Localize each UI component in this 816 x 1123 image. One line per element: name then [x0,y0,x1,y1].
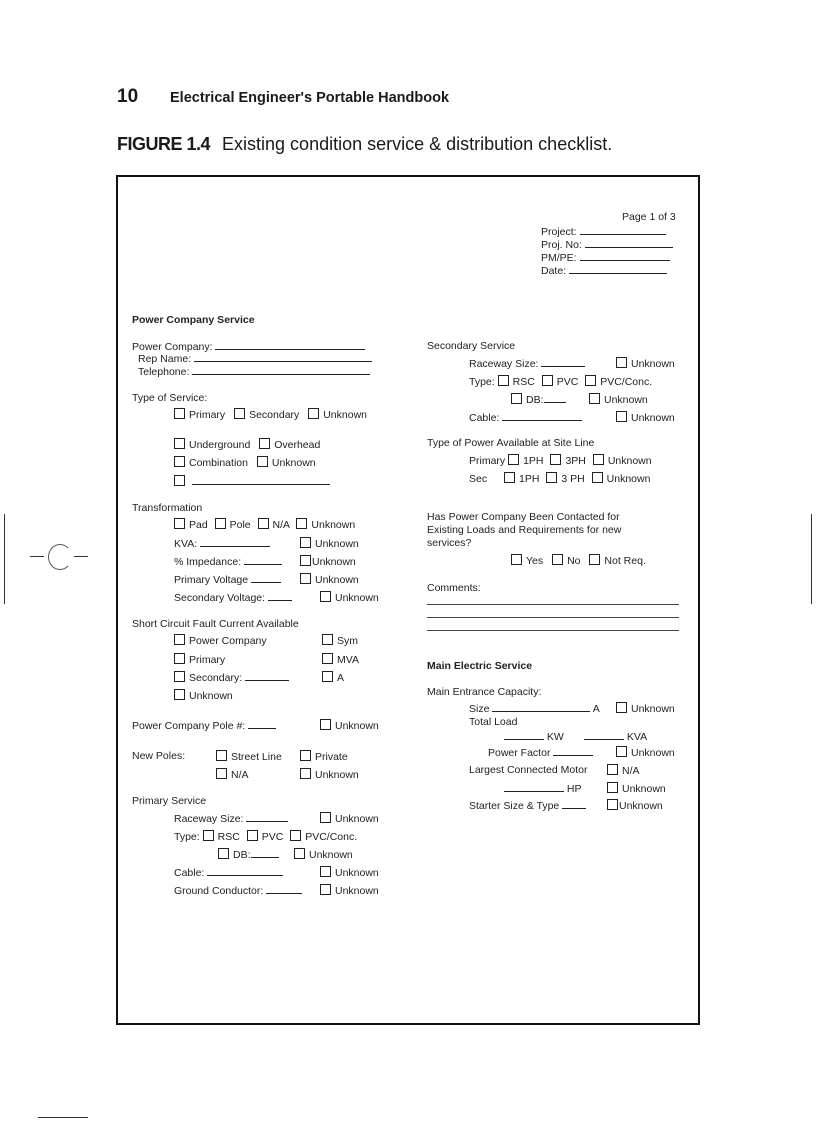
unknown-checkbox[interactable] [607,782,618,793]
page-info: Page 1 of 3 [622,211,676,223]
primary-checkbox[interactable] [174,408,185,419]
type-label: Type: [174,831,200,843]
date-field[interactable] [541,264,667,277]
ps-cable-unknown [320,866,379,879]
unknown-checkbox[interactable] [589,393,600,404]
3ph-option: 3 PH [561,473,585,485]
short-circuit-title: Short Circuit Fault Current Available [132,618,299,630]
unknown-checkbox[interactable] [320,884,331,895]
type-label: Type: [469,376,495,388]
pvc-checkbox[interactable] [542,375,553,386]
power-primary-options [469,454,652,467]
new-poles-unknown [300,768,359,781]
pvc-option: PVC [261,831,284,843]
cable-label: Cable: [469,412,500,424]
figure-caption-text: Existing condition service & distribution checklist. [222,134,613,154]
cable-label: Cable: [174,867,205,879]
telephone-field[interactable] [138,365,370,378]
combination-checkbox[interactable] [174,456,185,467]
unknown-option: Unknown [189,690,233,702]
unknown-checkbox[interactable] [174,689,185,700]
unknown-checkbox[interactable] [296,518,307,529]
unknown-option: Unknown [335,885,379,897]
secondary-option: Secondary: [189,672,243,684]
starter-size-label: Starter Size & Type [469,800,560,812]
1ph-option: 1PH [519,473,540,485]
ps-db-unknown [294,848,353,861]
secondary-option: Secondary [249,409,300,421]
primary-option: Primary [189,654,226,666]
amps-checkbox[interactable] [322,671,333,682]
crop-mark [38,1117,88,1118]
pvc-option: PVC [556,376,579,388]
db-checkbox[interactable] [218,848,229,859]
kw-label: KW [546,731,564,743]
private-checkbox[interactable] [300,750,311,761]
unknown-option: Unknown [315,574,359,586]
private-option [300,750,348,763]
unknown-checkbox[interactable] [616,702,627,713]
sc-primary [174,653,225,666]
unknown-checkbox[interactable] [300,555,311,566]
power-company-service-title: Power Company Service [132,314,255,326]
pvc-conc-option: PVC/Conc. [305,831,358,843]
page-number: 10 [117,86,139,107]
kva-label: KVA: [174,538,198,550]
ss-cable-unknown [616,411,675,424]
underground-checkbox[interactable] [174,438,185,449]
unknown-option: Unknown [335,867,379,879]
main-entrance-capacity-label: Main Entrance Capacity: [427,686,542,698]
impedance-field[interactable] [174,555,282,568]
date-label: Date: [541,265,567,277]
yes-option: Yes [526,555,544,567]
proj-no-label: Proj. No: [541,239,582,251]
1ph-option: 1PH [523,455,544,467]
street-line-checkbox[interactable] [216,750,227,761]
power-company-label: Power Company: [132,341,213,353]
na-checkbox[interactable] [258,518,269,529]
no-option: No [567,555,581,567]
unknown-option: Unknown [606,473,651,485]
raceway-size-label: Raceway Size: [469,358,539,370]
unknown-option: Unknown [335,592,379,604]
secondary-service-title: Secondary Service [427,340,516,352]
primary-label: Primary [469,455,506,467]
kva-label: KVA [626,731,648,743]
ground-conductor-field[interactable] [174,884,302,897]
power-company-checkbox[interactable] [174,634,185,645]
sec-label: Sec [469,473,488,485]
street-line-text: Street Line [231,751,282,763]
kw-field[interactable] [504,730,564,743]
underground-overhead-options [174,438,320,451]
project-field[interactable] [541,225,666,238]
ps-cable-field[interactable] [174,866,283,879]
rsc-option: RSC [217,831,240,843]
unknown-option: Unknown [631,412,675,424]
unknown-checkbox[interactable] [320,812,331,823]
raceway-size-label: Raceway Size: [174,813,244,825]
project-label: Project: [541,226,577,238]
primary-checkbox[interactable] [174,653,185,664]
na-checkbox[interactable] [607,764,618,775]
not-req-checkbox[interactable] [589,554,600,565]
sc-sym [322,634,358,647]
unknown-option: Unknown [312,556,356,568]
na-text: N/A [231,769,249,781]
amps-label: A [592,703,600,715]
ps-raceway-unknown [320,812,379,825]
rsc-checkbox[interactable] [498,375,509,386]
primary-option: Primary [189,409,226,421]
primary-voltage-label: Primary Voltage [174,574,249,586]
starter-unknown [607,799,663,812]
ss-raceway-field[interactable] [469,357,585,370]
unknown-option: Unknown [631,747,675,759]
unknown-checkbox[interactable] [592,472,603,483]
service-type-options [174,408,367,421]
rsc-checkbox[interactable] [203,830,214,841]
no-checkbox[interactable] [552,554,563,565]
unknown-checkbox[interactable] [607,799,618,810]
largest-motor-na [607,764,640,777]
pad-option: Pad [189,519,208,531]
power-factor-field[interactable] [488,746,593,759]
pm-pe-field[interactable] [541,251,670,264]
main-electric-service-title: Main Electric Service [427,660,533,672]
na-option: N/A [272,519,290,531]
unknown-option: Unknown [335,720,379,732]
unknown-option: Unknown [607,455,652,467]
starter-size-field[interactable] [469,799,586,812]
secondary-voltage-field[interactable] [174,591,292,604]
primary-service-title: Primary Service [132,795,207,807]
primary-voltage-unknown [300,573,359,586]
pole-number-label: Power Company Pole #: [132,720,246,732]
unknown-checkbox[interactable] [300,573,311,584]
impedance-label: % Impedance: [174,556,242,568]
unknown-checkbox[interactable] [308,408,319,419]
sc-unknown [174,689,233,702]
kva-field[interactable] [174,537,270,550]
overhead-option: Overhead [274,439,321,451]
db-label: DB: [526,394,544,406]
sym-checkbox[interactable] [322,634,333,645]
unknown-checkbox[interactable] [300,768,311,779]
ground-conductor-unknown [320,884,379,897]
sc-amps [322,671,344,684]
unknown-checkbox[interactable] [320,866,331,877]
pvc-conc-checkbox[interactable] [290,830,301,841]
1ph-checkbox[interactable] [504,472,515,483]
unknown-option: Unknown [311,519,356,531]
yes-checkbox[interactable] [511,554,522,565]
private-text: Private [315,751,348,763]
telephone-label: Telephone: [138,366,190,378]
ps-type-options [174,830,357,843]
db-checkbox[interactable] [511,393,522,404]
unknown-option: Unknown [323,409,367,421]
ss-db-field[interactable] [511,393,566,406]
unknown-option: Unknown [631,358,675,370]
contacted-line-1: Has Power Company Been Contacted for [427,511,620,523]
unknown-option: Unknown [271,457,316,469]
unknown-checkbox[interactable] [300,537,311,548]
kva-field[interactable] [584,730,647,743]
figure-caption [117,134,612,155]
rep-name-label: Rep Name: [138,353,192,365]
pvc-checkbox[interactable] [247,830,258,841]
sc-secondary[interactable] [174,671,289,684]
pvc-conc-option: PVC/Conc. [600,376,653,388]
ss-type-options [469,375,652,388]
amps-option: A [337,672,345,684]
other-checkbox[interactable] [174,475,185,486]
na-option: N/A [622,765,640,777]
unknown-checkbox[interactable] [616,357,627,368]
figure-label: FIGURE 1.4 [117,134,211,154]
combination-option: Combination [189,457,248,469]
combination-options [174,456,316,469]
db-label: DB: [233,849,251,861]
unknown-option: Unknown [604,394,648,406]
transformation-title: Transformation [132,502,203,514]
pole-checkbox[interactable] [215,518,226,529]
largest-motor-label: Largest Connected Motor [469,764,588,776]
power-factor-label: Power Factor [488,747,551,759]
unknown-option: Unknown [309,849,353,861]
kva-unknown [300,537,359,550]
ss-raceway-unknown [616,357,675,370]
type-power-available-title: Type of Power Available at Site Line [427,437,595,449]
power-company-option: Power Company [189,635,267,647]
pole-option: Pole [229,519,251,531]
secondary-checkbox[interactable] [174,671,185,682]
ps-raceway-field[interactable] [174,812,288,825]
hp-label: HP [566,783,582,795]
unknown-checkbox[interactable] [320,591,331,602]
unknown-option: Unknown [619,800,663,812]
unknown-option: Unknown [631,703,675,715]
pvc-conc-checkbox[interactable] [585,375,596,386]
street-line-option [216,750,282,763]
unknown-checkbox[interactable] [616,411,627,422]
power-factor-unknown [616,746,675,759]
registration-mark [48,544,72,570]
comments-line[interactable] [427,630,679,631]
unknown-option: Unknown [315,769,359,781]
not-req-option: Not Req. [604,555,646,567]
ps-db-field[interactable] [218,848,279,861]
transformation-options [174,518,355,531]
secondary-voltage-unknown [320,591,379,604]
1ph-checkbox[interactable] [508,454,519,465]
3ph-option: 3PH [565,455,586,467]
secondary-voltage-label: Secondary Voltage: [174,592,266,604]
underground-option: Underground [189,439,251,451]
running-title: Electrical Engineer's Portable Handbook [170,90,450,106]
pole-number-unknown [320,719,379,732]
size-field[interactable] [469,702,600,715]
ground-conductor-label: Ground Conductor: [174,885,264,897]
contacted-line-2: Existing Loads and Requirements for new [427,524,622,536]
unknown-checkbox[interactable] [294,848,305,859]
mva-option: MVA [337,654,359,666]
type-of-service-label: Type of Service: [132,392,208,404]
crop-mark [4,514,5,604]
new-poles-na-option [216,768,249,781]
3ph-checkbox[interactable] [546,472,557,483]
ss-db-unknown [589,393,648,406]
primary-voltage-field[interactable] [174,573,281,586]
comments-label: Comments: [427,582,481,594]
size-label: Size [469,703,490,715]
rep-name-field[interactable] [138,352,372,365]
impedance-unknown [300,555,356,568]
comments-line[interactable] [427,604,679,605]
unknown-option: Unknown [315,538,359,550]
crop-mark [74,556,88,557]
sym-option: Sym [337,635,358,647]
proj-no-field[interactable] [541,238,673,251]
unknown-checkbox[interactable] [257,456,268,467]
unknown-checkbox[interactable] [616,746,627,757]
sc-power-company [174,634,267,647]
hp-field[interactable] [504,782,582,795]
hp-unknown [607,782,666,795]
new-poles-label: New Poles: [132,750,186,762]
pad-checkbox[interactable] [174,518,185,529]
size-unknown [616,702,675,715]
checklist-form [116,175,700,1025]
comments-line[interactable] [427,617,679,618]
unknown-option: Unknown [335,813,379,825]
unknown-option: Unknown [622,783,666,795]
overhead-checkbox[interactable] [259,438,270,449]
crop-mark [811,514,812,604]
pole-number-field[interactable] [132,719,276,732]
rsc-option: RSC [512,376,535,388]
pm-pe-label: PM/PE: [541,252,577,264]
unknown-checkbox[interactable] [320,719,331,730]
secondary-checkbox[interactable] [234,408,245,419]
contacted-options [511,554,646,567]
contacted-line-3: services? [427,537,472,549]
mva-checkbox[interactable] [322,653,333,664]
sc-mva [322,653,359,666]
other-service-field[interactable] [174,475,330,488]
ss-cable-field[interactable] [469,411,582,424]
3ph-checkbox[interactable] [550,454,561,465]
na-checkbox[interactable] [216,768,227,779]
total-load-label: Total Load [469,716,518,728]
unknown-checkbox[interactable] [593,454,604,465]
crop-mark [30,556,44,557]
power-sec-options [469,472,650,485]
